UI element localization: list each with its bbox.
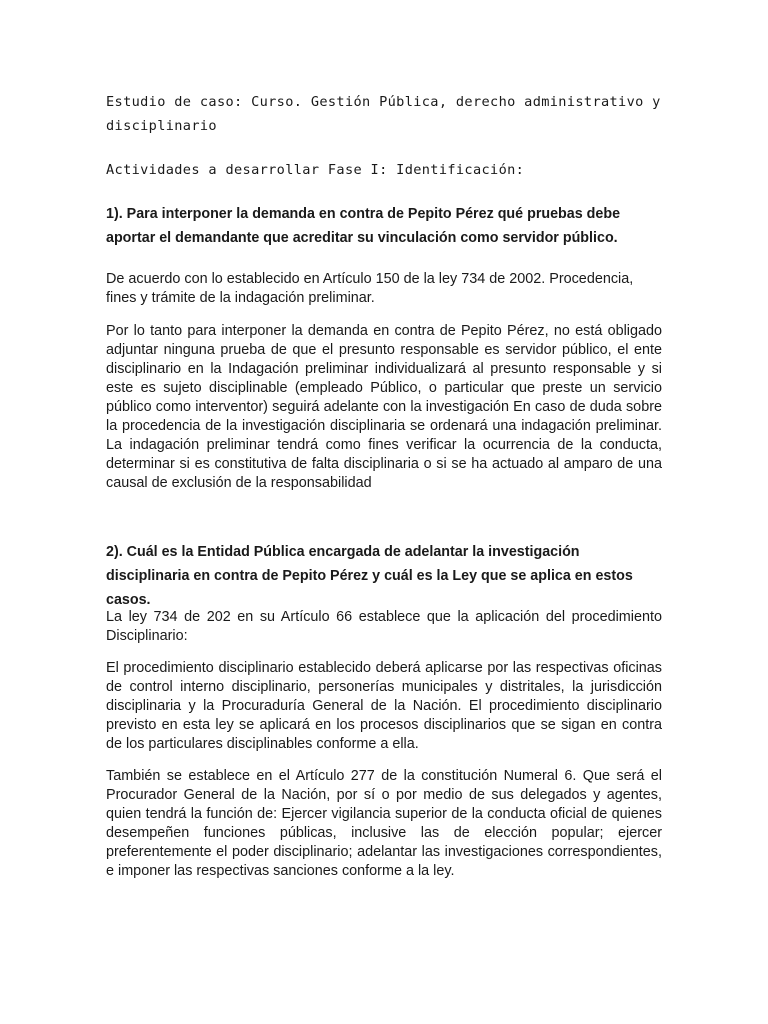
- answer-1-paragraph-2: Por lo tanto para interponer la demanda en contra de Pepito Pérez, no está obligado adjuntar ninguna prueba de que el presunto responsable es servidor público, el ente disciplinario en la Indagación preliminar individualizará al presunto responsable y si este es sujeto disciplinable (empleado Público, o particular que preste un servicio público como interventor) seguirá adelante con la investigación En caso de duda sobre la procedencia de la investigación disciplinaria se ordenará una indagación preliminar. La indagación preliminar tendrá como fines verificar la ocurrencia de la conducta, determinar si es constitutiva de falta disciplinaria o si se ha actuado al amparo de una causal de exclusión de la responsabilidad: [106, 323, 662, 491]
- document-subtitle: Actividades a desarrollar Fase I: Identificación:: [106, 162, 525, 178]
- question-2: 2). Cuál es la Entidad Pública encargada de adelantar la investigación disciplinaria en contra de Pepito Pérez y cuál es la Ley que se aplica en estos casos.: [106, 544, 633, 608]
- answer-2-paragraph-2: El procedimiento disciplinario establecido deberá aplicarse por las respectivas oficinas de control interno disciplinario, personerías municipales y distritales, la jurisdicción disciplinaria y la Procuraduría General de la Nación. El procedimiento disciplinario previsto en esta ley se aplicará en los procesos disciplinarios que se sigan en contra de los particulares disciplinables conforme a ella.: [106, 660, 662, 752]
- question-1: 1). Para interponer la demanda en contra de Pepito Pérez qué pruebas debe aportar el demandante que acreditar su vinculación como servidor público.: [106, 206, 621, 246]
- answer-1-paragraph-1: De acuerdo con lo establecido en Artículo 150 de la ley 734 de 2002. Procedencia, fines y trámite de la indagación preliminar.: [106, 271, 634, 306]
- answer-2-paragraph-3: También se establece en el Artículo 277 de la constitución Numeral 6. Que será el Procurador General de la Nación, por sí o por medio de sus delegados y agentes, quien tendrá la función de: Ejercer vigilancia superior de la conducta oficial de quienes desempeñen funciones públicas, inclusive las de elección popular; ejercer preferentemente el poder disciplinario; adelantar las investigaciones correspondientes, e imponer las respectivas sanciones conforme a la ley.: [106, 768, 662, 879]
- answer-2-paragraph-1: La ley 734 de 202 en su Artículo 66 establece que la aplicación del procedimiento Disciplinario:: [106, 609, 662, 644]
- document-title: Estudio de caso: Curso. Gestión Pública, derecho administrativo y disciplinario: [106, 94, 661, 134]
